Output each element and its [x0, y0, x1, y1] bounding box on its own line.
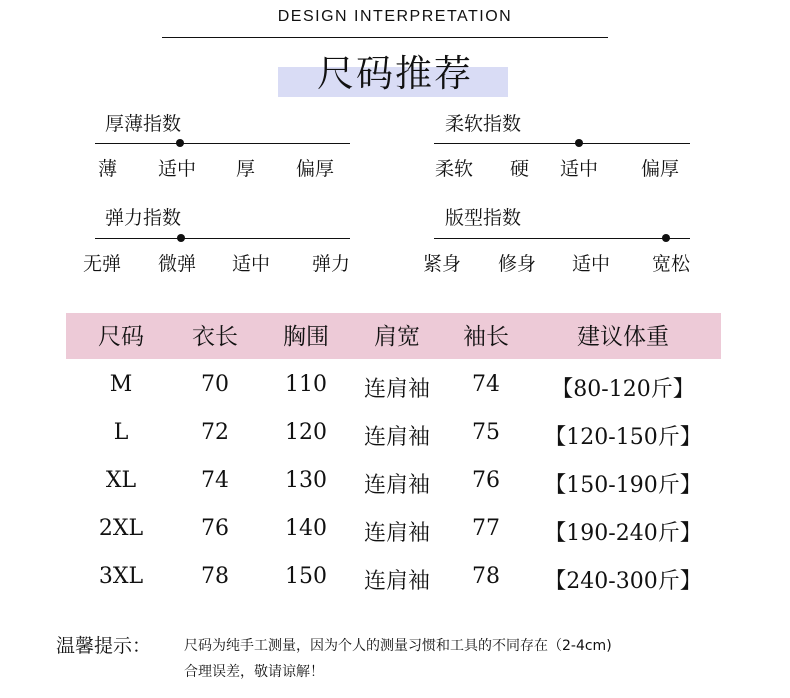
table-cell-chest: 130 [285, 468, 327, 493]
table-cell-shoulder: 连肩袖 [363, 569, 431, 594]
index-fit-title: 版型指数 [445, 207, 522, 229]
index-softness-label-medium: 适中 [560, 158, 599, 180]
table-cell-size: M [109, 372, 133, 397]
index-fit-label-medium: 适中 [572, 253, 611, 275]
index-fit-line [434, 238, 690, 239]
table-header-length: 衣长 [192, 324, 238, 350]
table-cell-shoulder: 连肩袖 [363, 473, 431, 498]
table-cell-sleeve: 74 [472, 372, 500, 397]
table-cell-length: 74 [201, 468, 229, 493]
index-elasticity-label-slight: 微弹 [158, 253, 197, 275]
table-cell-length: 72 [201, 420, 229, 445]
table-cell-size: L [113, 420, 129, 445]
notice-text-line-2: 合理误差，敬请谅解！ [184, 664, 324, 680]
table-header-weight: 建议体重 [577, 324, 669, 350]
table-cell-size: XL [105, 468, 137, 493]
table-cell-weight: 【240-300斤】 [544, 569, 702, 594]
index-fit-label-tight: 紧身 [423, 253, 462, 275]
table-cell-sleeve: 77 [472, 516, 500, 541]
notice-title: 温馨提示： [56, 635, 152, 657]
index-softness-label-thicker: 偏厚 [641, 158, 680, 180]
table-cell-size: 3XL [98, 564, 144, 589]
table-cell-length: 70 [201, 372, 229, 397]
table-cell-length: 76 [201, 516, 229, 541]
table-cell-shoulder: 连肩袖 [363, 521, 431, 546]
index-elasticity-marker [177, 234, 185, 242]
index-softness-line [434, 143, 690, 144]
table-cell-weight: 【150-190斤】 [544, 473, 702, 498]
design-interpretation-label: DESIGN INTERPRETATION [277, 8, 513, 25]
index-elasticity-label-stretch: 弹力 [312, 253, 351, 275]
index-fit-marker [662, 234, 670, 242]
index-elasticity-label-none: 无弹 [83, 253, 122, 275]
table-cell-chest: 110 [285, 372, 327, 397]
table-cell-shoulder: 连肩袖 [363, 425, 431, 450]
table-cell-chest: 140 [285, 516, 327, 541]
table-cell-sleeve: 75 [472, 420, 500, 445]
table-cell-size: 2XL [98, 516, 144, 541]
table-cell-weight: 【80-120斤】 [551, 377, 695, 402]
table-cell-length: 78 [201, 564, 229, 589]
table-cell-sleeve: 78 [472, 564, 500, 589]
table-header-chest: 胸围 [283, 324, 329, 350]
title-divider [162, 37, 608, 38]
table-cell-chest: 120 [285, 420, 327, 445]
notice-text-line-1: 尺码为纯手工测量，因为个人的测量习惯和工具的不同存在（2-4cm) [184, 638, 612, 654]
index-elasticity-title: 弹力指数 [105, 207, 182, 229]
index-thickness-label-thin: 薄 [98, 158, 118, 180]
index-fit-label-loose: 宽松 [652, 253, 691, 275]
table-header-sleeve: 袖长 [463, 324, 509, 350]
table-cell-sleeve: 76 [472, 468, 500, 493]
index-softness-label-hard: 硬 [510, 158, 530, 180]
table-cell-chest: 150 [285, 564, 327, 589]
table-header-shoulder: 肩宽 [374, 324, 420, 350]
index-thickness-label-thicker: 偏厚 [296, 158, 335, 180]
index-softness-marker [575, 139, 583, 147]
table-header-size: 尺码 [98, 324, 144, 350]
index-fit-label-slim: 修身 [498, 253, 537, 275]
index-thickness-label-thick: 厚 [236, 158, 256, 180]
index-thickness-marker [176, 139, 184, 147]
index-thickness-line [95, 143, 350, 144]
page-title: 尺码推荐 [317, 52, 473, 95]
index-elasticity-line [95, 238, 350, 239]
index-thickness-label-medium: 适中 [158, 158, 197, 180]
table-cell-shoulder: 连肩袖 [363, 377, 431, 402]
index-softness-title: 柔软指数 [445, 113, 522, 135]
table-cell-weight: 【120-150斤】 [544, 425, 702, 450]
index-thickness-title: 厚薄指数 [105, 113, 182, 135]
index-softness-label-soft: 柔软 [435, 158, 474, 180]
index-elasticity-label-medium: 适中 [232, 253, 271, 275]
table-cell-weight: 【190-240斤】 [544, 521, 702, 546]
